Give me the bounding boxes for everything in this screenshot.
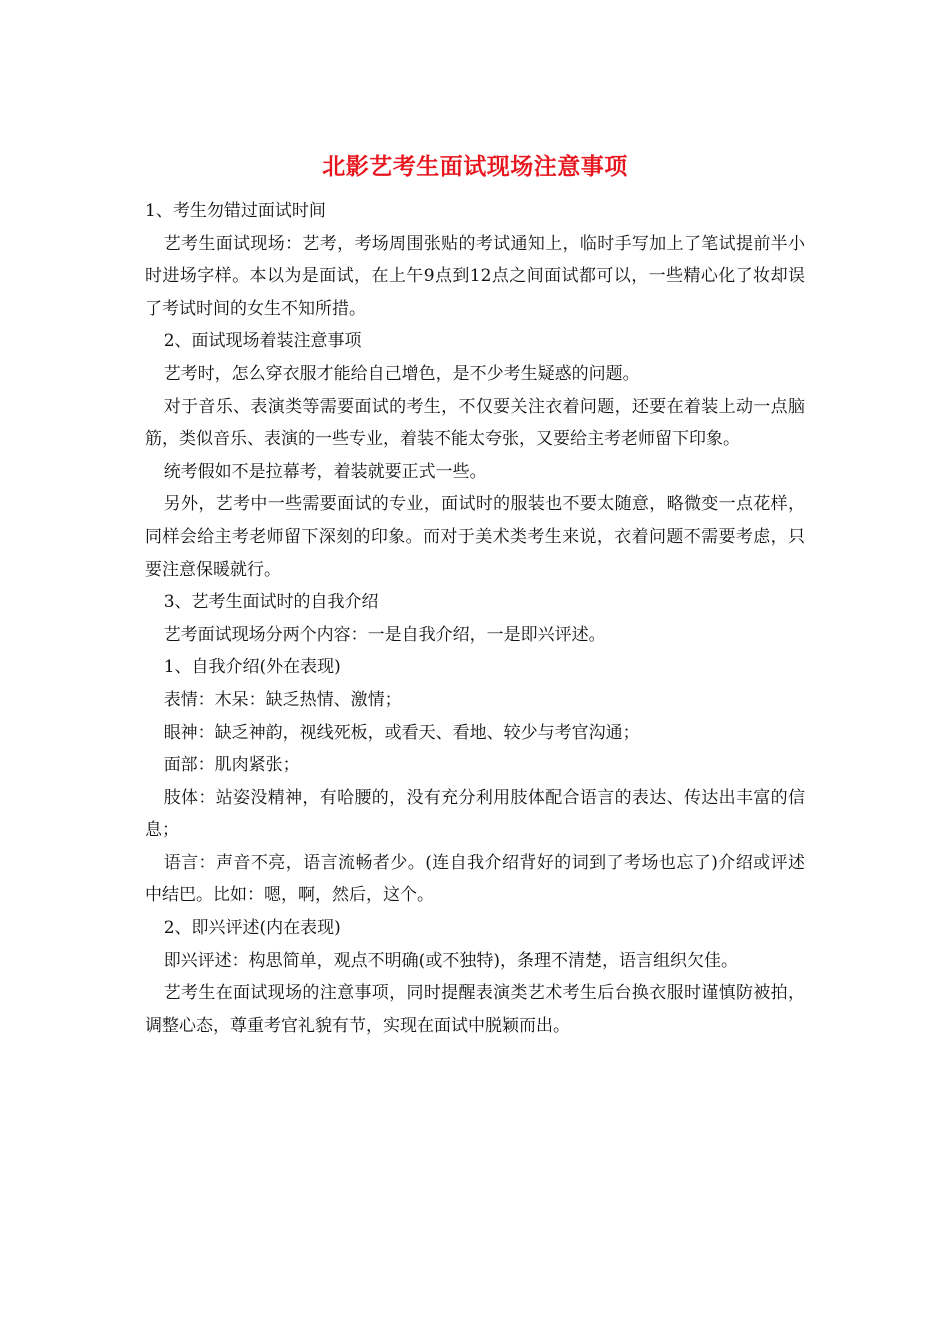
list-item: 面部：肌肉紧张； [163, 755, 300, 776]
document-title: 北影艺考生面试现场注意事项 [322, 153, 628, 180]
paragraph: 1、考生勿错过面试时间 [145, 201, 326, 221]
list-item: 肢体：站姿没精神，有哈腰的，没有充分利用肢体配合语言的表达、传达出丰富的信息； [145, 787, 805, 841]
paragraph: 另外，艺考中一些需要面试的专业，面试时的服装也不要太随意，略微变一点花样，同样会给主考老师留下深刻的印象。而对于美术类考生来说，衣着问题不需要考虑，只要注意保暖就行。 [145, 494, 805, 580]
section-heading: 2、面试现场着装注意事项 [163, 331, 362, 352]
list-item: 即兴评述：构思简单，观点不明确(或不独特)，条理不清楚，语言组织欠佳。 [163, 950, 738, 971]
paragraph: 艺考生在面试现场的注意事项，同时提醒表演类艺术考生后台换衣服时谨慎防被拍，调整心态，尊重考官礼貌有节，实现在面试中脱颖而出。 [145, 983, 805, 1036]
paragraph: 艺考生面试现场：艺考，考场周围张贴的考试通知上，临时手写加上了笔试提前半小时进场字样。本以为是面试，在上午9点到12点之间面试都可以，一些精心化了妆却误了考试时间的女生不知所措。 [145, 233, 805, 319]
paragraph: 艺考面试现场分两个内容：一是自我介绍，一是即兴评述。 [163, 624, 606, 645]
list-item: 语言：声音不亮，语言流畅者少。(连自我介绍背好的词到了考场也忘了)介绍或评述中结巴。比如：嗯，啊，然后，这个。 [145, 852, 805, 906]
list-item: 表情：木呆：缺乏热情、激情； [163, 689, 402, 710]
paragraph: 艺考时，怎么穿衣服才能给自己增色，是不少考生疑惑的问题。 [163, 363, 640, 384]
paragraph: 对于音乐、表演类等需要面试的考生，不仅要关注衣着问题，还要在着装上动一点脑筋，类似音乐、表演的一些专业，着装不能太夸张，又要给主考老师留下印象。 [145, 396, 805, 450]
section-heading: 3、艺考生面试时的自我介绍 [163, 592, 379, 613]
document-body [145, 195, 805, 1042]
subsection-heading: 2、即兴评述(内在表现) [163, 918, 341, 939]
list-item: 眼神：缺乏神韵，视线死板，或看天、看地、较少与考官沟通； [163, 722, 640, 743]
subsection-heading: 1、自我介绍(外在表现) [163, 657, 341, 678]
paragraph: 统考假如不是拉幕考，着装就要正式一些。 [163, 461, 487, 482]
